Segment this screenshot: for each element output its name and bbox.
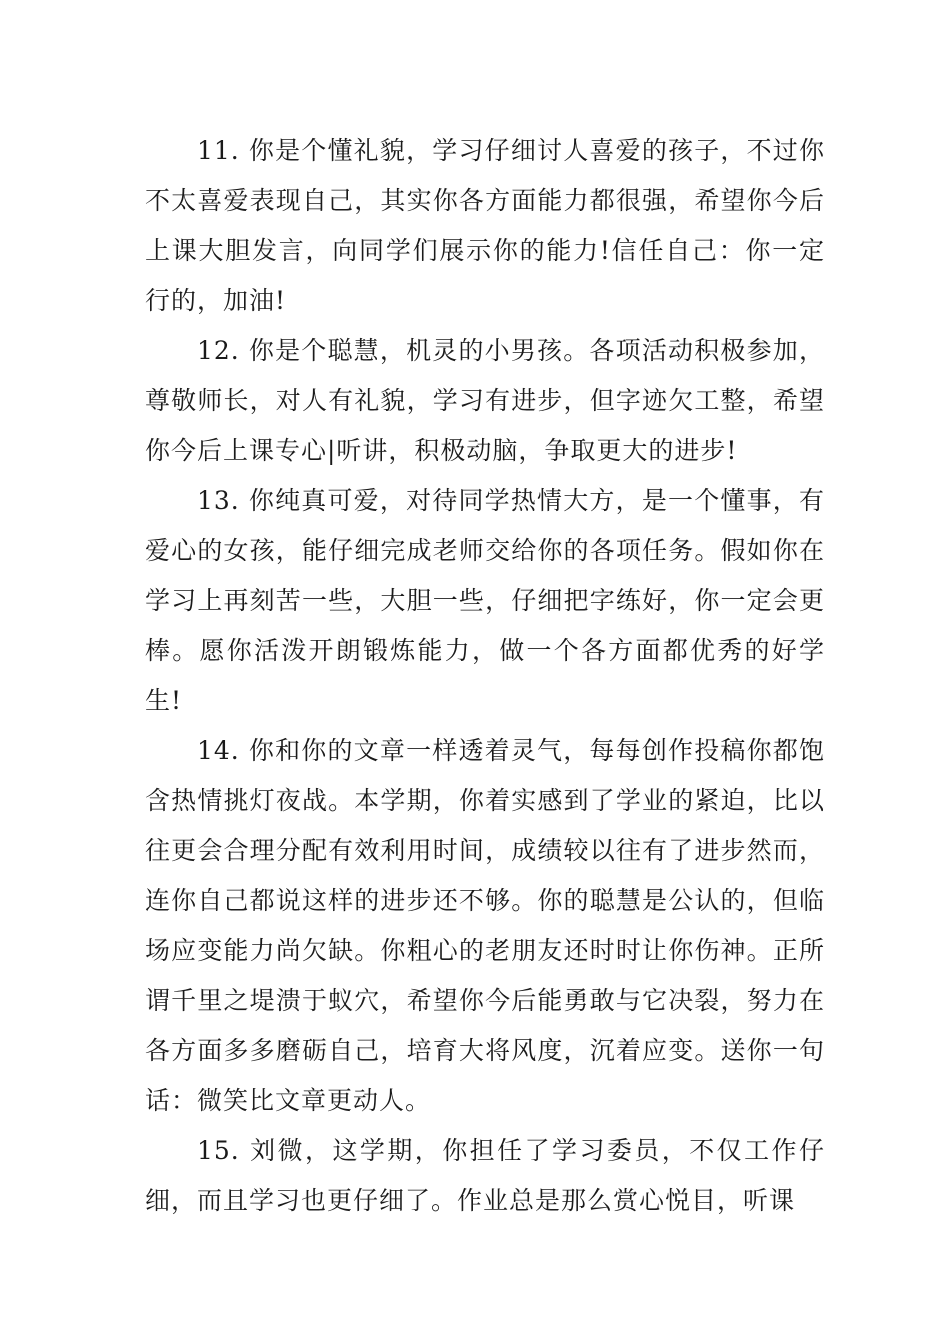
paragraph-15: 15. 刘微，这学期，你担任了学习委员，不仅工作仔细，而且学习也更仔细了。作业总是那么赏心悦目，听课 [145,1136,825,1215]
document-body [145,126,825,1226]
paragraph-13: 13. 你纯真可爱，对待同学热情大方，是一个懂事，有爱心的女孩，能仔细完成老师交给你的各项任务。假如你在学习上再刻苦一些，大胆一些，仔细把字练好，你一定会更棒。愿你活泼开朗锻炼能力，做一个各方面都优秀的好学生! [145,486,825,715]
paragraph-11: 11. 你是个懂礼貌，学习仔细讨人喜爱的孩子，不过你不太喜爱表现自己，其实你各方面能力都很强，希望你今后上课大胆发言，向同学们展示你的能力!信任自己：你一定行的，加油! [145,136,825,315]
paragraph-12: 12. 你是个聪慧，机灵的小男孩。各项活动积极参加，尊敬师长，对人有礼貌，学习有进步，但字迹欠工整，希望你今后上课专心|听讲，积极动脑，争取更大的进步! [145,336,825,465]
paragraph-14: 14. 你和你的文章一样透着灵气，每每创作投稿你都饱含热情挑灯夜战。本学期，你着实感到了学业的紧迫，比以往更会合理分配有效利用时间，成绩较以往有了进步然而，连你自己都说这样的进步还不够。你的聪慧是公认的，但临场应变能力尚欠缺。你粗心的老朋友还时时让你伤神。正所谓千里之堤溃于蚁穴，希望你今后能勇敢与它决裂，努力在各方面多多磨砺自己，培育大将风度，沉着应变。送你一句话：微笑比文章更动人。 [145,736,825,1115]
